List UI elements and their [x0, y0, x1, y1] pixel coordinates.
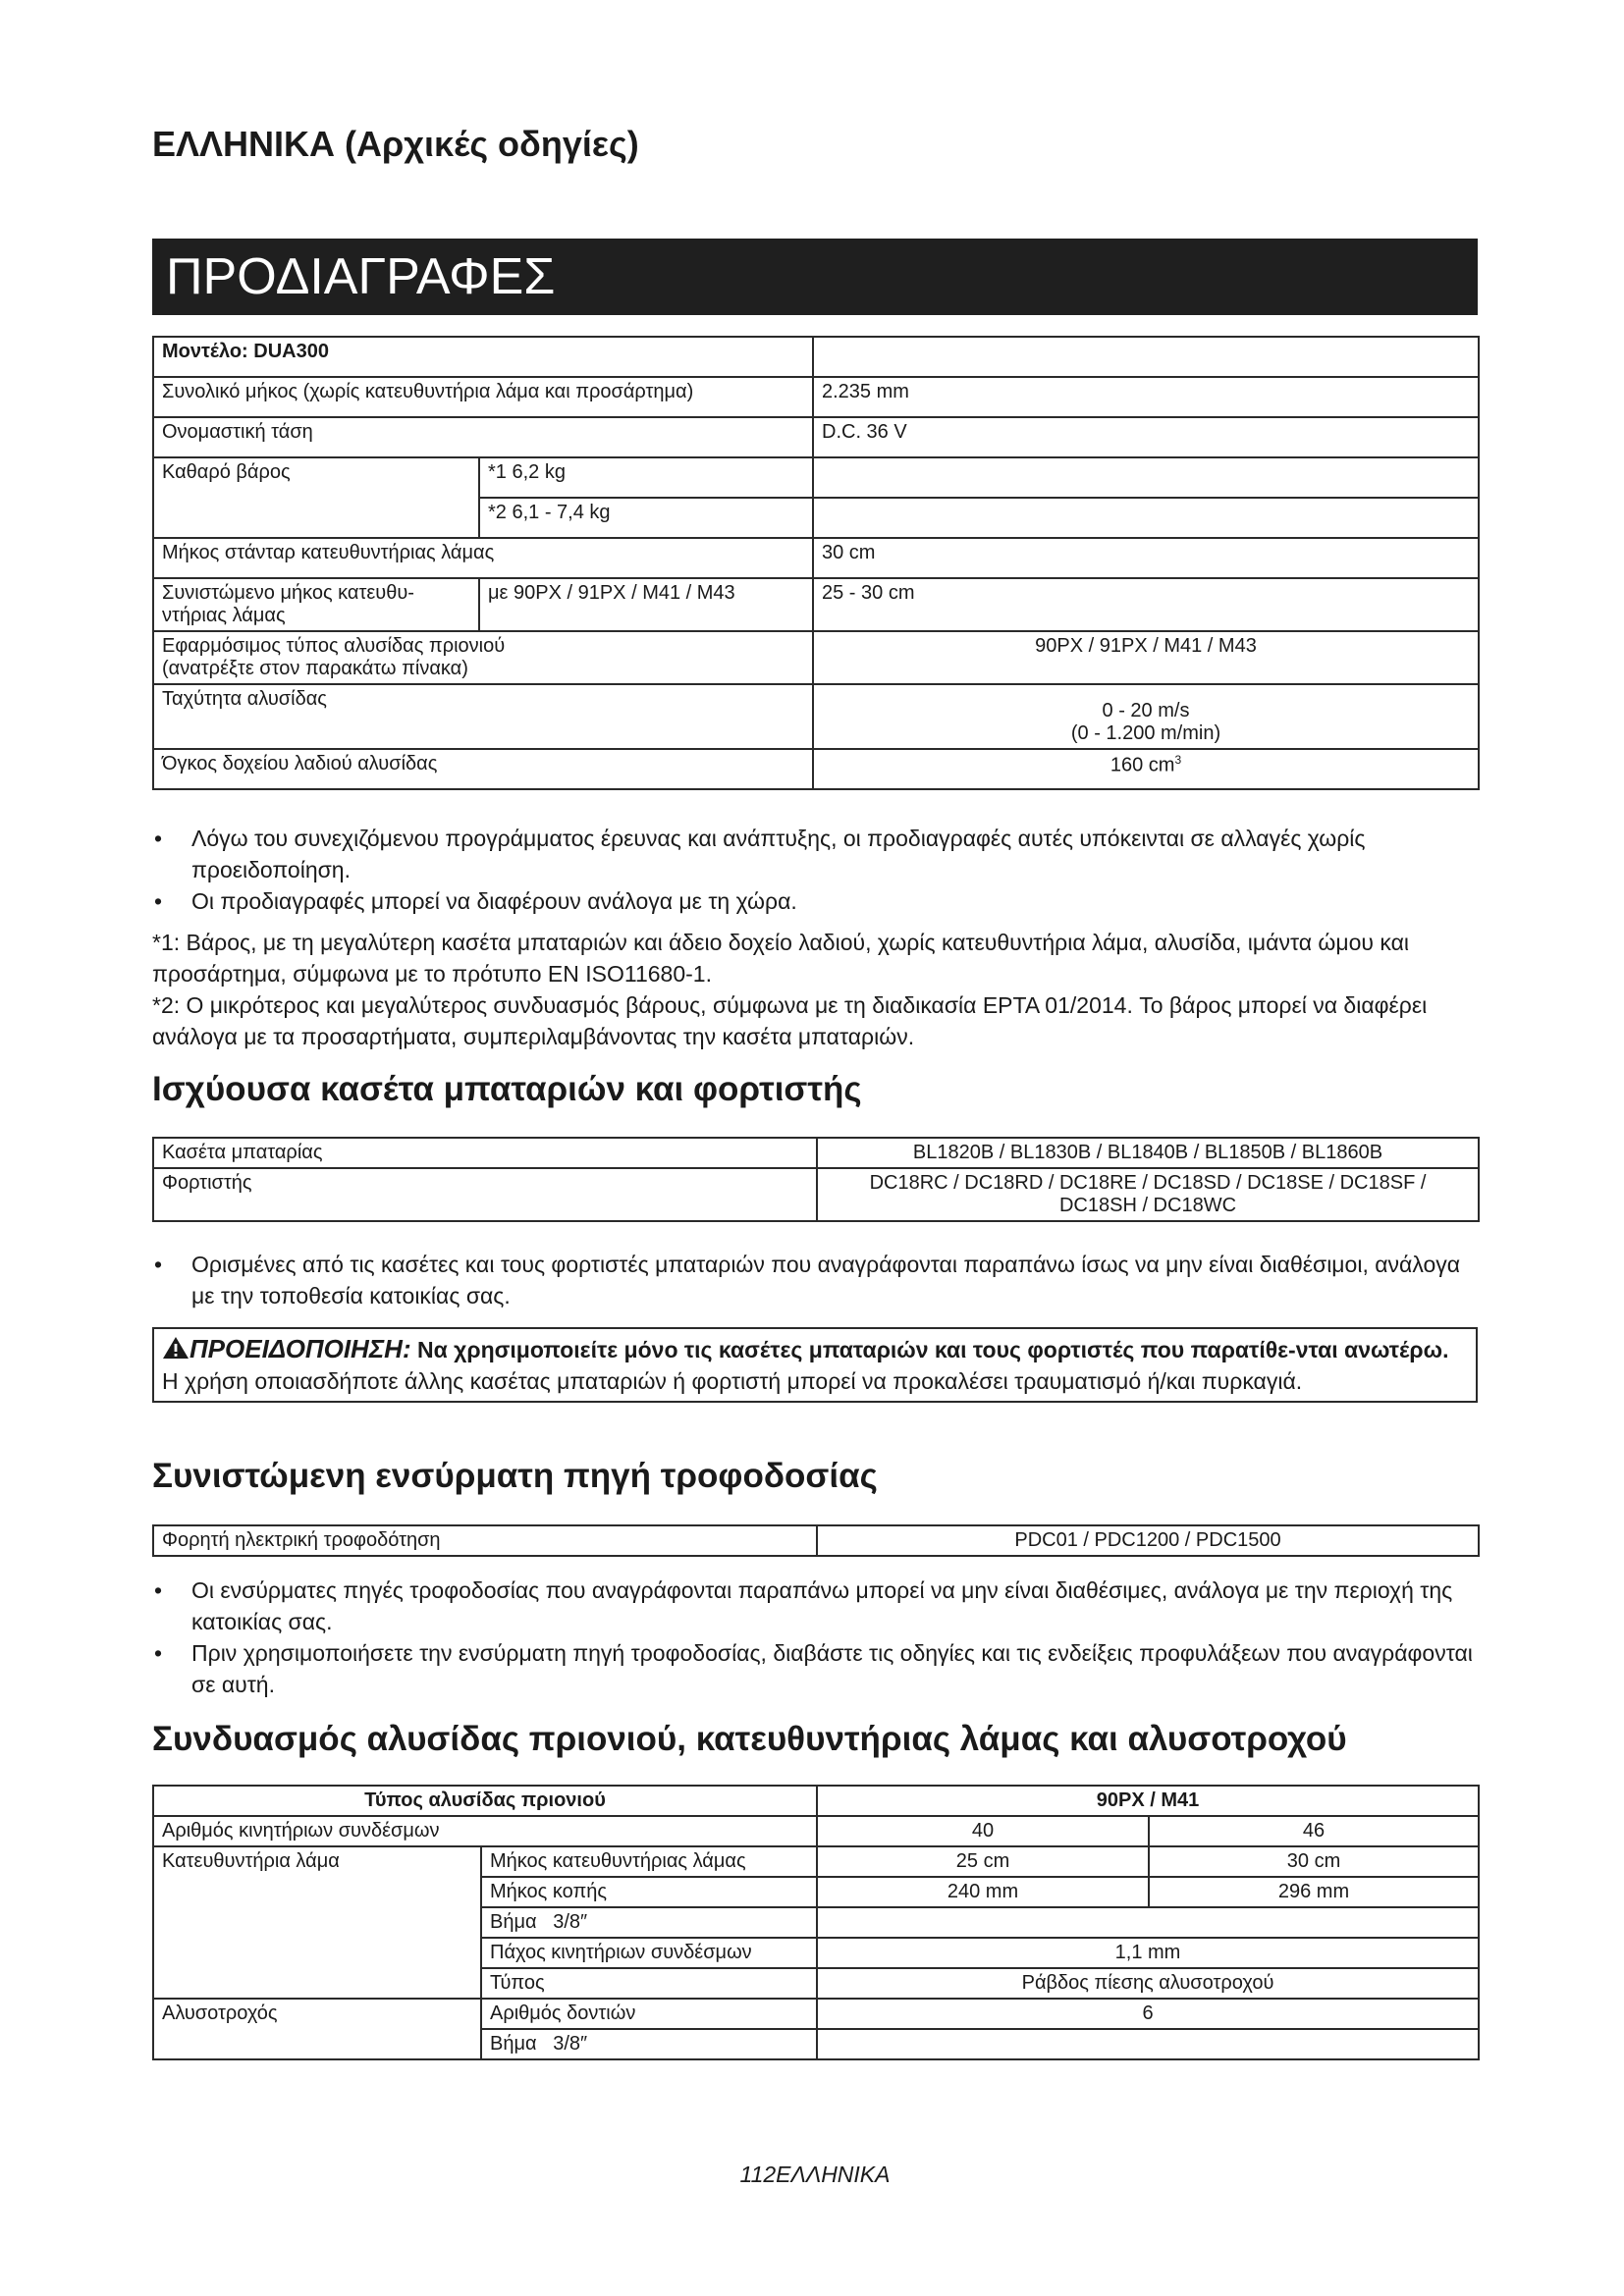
drive-links-row	[153, 1816, 1479, 1846]
oil-tank-value-number: 160 cm	[1110, 754, 1175, 776]
sprocket-teeth-label: Αριθμός δοντιών	[481, 1999, 817, 2029]
bar-type-value: Ράβδος πίεσης αλυσοτροχού	[817, 1968, 1479, 1999]
specifications-banner: ΠΡΟΔΙΑΓΡΑΦΕΣ	[152, 239, 1478, 315]
battery-label: Κασέτα μπαταρίας	[153, 1138, 817, 1168]
power-bullets	[152, 1575, 1478, 1700]
oil-tank-value	[813, 749, 1479, 789]
combo-section-title: Συνδυασμός αλυσίδας πριονιού, κατευθυντήριας λάμας και αλυσοτροχού	[152, 1720, 1347, 1758]
charger-value	[817, 1168, 1479, 1221]
bar-pitch-label-text: Βήμα	[490, 1911, 537, 1933]
page-number: 112	[739, 2162, 777, 2187]
chain-type-label-line2: (ανατρέξτε στον παρακάτω πίνακα)	[162, 658, 468, 679]
warning-box	[152, 1327, 1478, 1403]
chain-type-header: Τύπος αλυσίδας πριονιού	[153, 1786, 817, 1816]
battery-row	[153, 1138, 1479, 1168]
bar-pitch-label	[481, 1907, 817, 1938]
bar-pitch-value: 3/8″	[553, 1911, 588, 1933]
sprocket-pitch-label	[481, 2029, 817, 2059]
chain-type-header-value: 90PX / M41	[817, 1786, 1479, 1816]
sprocket-group-label: Αλυσοτροχός	[153, 1999, 481, 2059]
recommended-bar-label: Συνιστώμενο μήκος κατευθυ-ντήριας λάμας	[153, 578, 479, 631]
combo-table	[152, 1785, 1480, 2060]
chain-type-row	[153, 631, 1479, 684]
chain-speed-mpm: (0 - 1.200 m/min)	[1070, 722, 1221, 744]
battery-bullet: • Ορισμένες από τις κασέτες και τους φορτιστές μπαταριών που αναγράφονται παραπάνω ίσως να μην είναι διαθέσιμοι, ανάλογα με την τοποθεσία κατοικίας σας.	[152, 1249, 1478, 1311]
net-weight-label: Καθαρό βάρος	[153, 457, 479, 538]
oil-tank-label: Όγκος δοχείου λαδιού αλυσίδας	[153, 749, 813, 789]
warning-triangle-icon	[162, 1336, 189, 1360]
rated-voltage-value: D.C. 36 V	[813, 417, 1479, 457]
gauge-value: 1,1 mm	[817, 1938, 1479, 1968]
cut-length-v1: 240 mm	[817, 1877, 1149, 1907]
language-header: ΕΛΛΗΝΙΚΑ (Αρχικές οδηγίες)	[152, 124, 639, 164]
cut-length-label: Μήκος κοπής	[481, 1877, 817, 1907]
sprocket-pitch-label-text: Βήμα	[490, 2033, 537, 2055]
power-bullet-1: • Οι ενσύρματες πηγές τροφοδοσίας που αναγράφονται παραπάνω μπορεί να μην είναι διαθέσιμες, ανάλογα με την περιοχή της κατοικίας σας.	[152, 1575, 1478, 1637]
recommended-bar-value: 25 - 30 cm	[813, 578, 1479, 631]
power-table	[152, 1524, 1480, 1557]
chain-type-value: 90PX / 91PX / M41 / M43	[813, 631, 1479, 684]
model-cell: Μοντέλο: DUA300	[153, 337, 813, 377]
sprocket-teeth-value: 6	[817, 1999, 1479, 2029]
model-row	[153, 337, 1479, 377]
guide-bar-length-combo-v1: 25 cm	[817, 1846, 1149, 1877]
spec-bullet-1: • Λόγω του συνεχιζόμενου προγράμματος έρευνας και ανάπτυξης, οι προδιαγραφές αυτές υπόκεινται σε αλλαγές χωρίς προειδοποίηση.	[152, 823, 1478, 885]
power-label: Φορητή ηλεκτρική τροφοδότηση	[153, 1525, 817, 1556]
oil-tank-superscript: 3	[1174, 753, 1182, 767]
power-row	[153, 1525, 1479, 1556]
charger-value-line2: DC18SH / DC18WC	[1058, 1195, 1237, 1216]
oil-tank-row	[153, 749, 1479, 789]
battery-section-title: Ισχύουσα κασέτα μπαταριών και φορτιστής	[152, 1070, 862, 1108]
guide-bar-length-combo-row	[153, 1846, 1479, 1877]
charger-label: Φορτιστής	[153, 1168, 817, 1221]
combo-header-row	[153, 1786, 1479, 1816]
guide-bar-group-label: Κατευθυντήρια λάμα	[153, 1846, 481, 1999]
drive-links-value-1: 40	[817, 1816, 1149, 1846]
net-weight-value-1: *1 6,2 kg	[479, 457, 813, 498]
guide-bar-length-label: Μήκος στάνταρ κατευθυντήριας λάμας	[153, 538, 813, 578]
sprocket-pitch-value: 3/8″	[553, 2033, 588, 2055]
guide-bar-length-row	[153, 538, 1479, 578]
chain-type-label	[153, 631, 813, 684]
chain-speed-value	[813, 684, 1479, 749]
power-bullet-2: • Πριν χρησιμοποιήσετε την ενσύρματη πηγή τροφοδοσίας, διαβάστε τις οδηγίες και τις ενδείξεις προφυλάξεων που αναγράφονται σε αυτή.	[152, 1637, 1478, 1700]
drive-links-label: Αριθμός κινητήριων συνδέσμων	[153, 1816, 817, 1846]
warning-text: Η χρήση οποιασδήποτε άλλης κασέτας μπαταριών ή φορτιστή μπορεί να προκαλέσει τραυματισμό ή/και πυρκαγιά.	[162, 1368, 1303, 1394]
spec-notes	[152, 927, 1478, 1052]
bar-type-label: Τύπος	[481, 1968, 817, 1999]
chain-speed-mps: 0 - 20 m/s	[1102, 700, 1190, 721]
spec-bullets	[152, 823, 1478, 917]
spec-note-2: *2: Ο μικρότερος και μεγαλύτερος συνδυασμός βάρους, σύμφωνα με τη διαδικασία EPTA 01/2014. Το βάρος μπορεί να διαφέρει ανάλογα με τα προσαρτήματα, συμπεριλαμβάνοντας την κασέτα μπαταριών.	[152, 992, 1428, 1049]
spec-bullet-2: • Οι προδιαγραφές μπορεί να διαφέρουν ανάλογα με τη χώρα.	[152, 885, 1478, 917]
guide-bar-length-value: 30 cm	[813, 538, 1479, 578]
rated-voltage-row	[153, 417, 1479, 457]
guide-bar-length-combo-label: Μήκος κατευθυντήριας λάμας	[481, 1846, 817, 1877]
battery-bullets	[152, 1249, 1478, 1311]
warning-heading: ΠΡΟΕΙΔΟΠΟΙΗΣΗ:	[189, 1334, 411, 1363]
guide-bar-length-combo-v2: 30 cm	[1149, 1846, 1479, 1877]
cut-length-v2: 296 mm	[1149, 1877, 1479, 1907]
charger-row	[153, 1168, 1479, 1221]
gauge-label: Πάχος κινητήριων συνδέσμων	[481, 1938, 817, 1968]
recommended-bar-chains: με 90PX / 91PX / M41 / M43	[479, 578, 813, 631]
chain-speed-row	[153, 684, 1479, 749]
battery-value: BL1820B / BL1830B / BL1840B / BL1850B / BL1860B	[817, 1138, 1479, 1168]
rated-voltage-label: Ονομαστική τάση	[153, 417, 813, 457]
power-value: PDC01 / PDC1200 / PDC1500	[817, 1525, 1479, 1556]
chain-type-label-line1: Εφαρμόσιμος τύπος αλυσίδας πριονιού	[162, 635, 506, 657]
chain-speed-label	[153, 684, 813, 749]
recommended-bar-row	[153, 578, 1479, 631]
warning-strong-text: Να χρησιμοποιείτε μόνο τις κασέτες μπαταριών και τους φορτιστές που παρατίθε-νται ανωτέρω.	[417, 1337, 1449, 1362]
net-weight-row	[153, 457, 1479, 498]
overall-length-row	[153, 377, 1479, 417]
footer-language: ΕΛΛΗΝΙΚΑ	[776, 2162, 891, 2187]
overall-length-label: Συνολικό μήκος (χωρίς κατευθυντήρια λάμα και προσάρτημα)	[153, 377, 813, 417]
charger-value-line1: DC18RC / DC18RD / DC18RE / DC18SD / DC18SE / DC18SF /	[869, 1172, 1427, 1194]
net-weight-value-2: *2 6,1 - 7,4 kg	[479, 498, 813, 538]
sprocket-teeth-row	[153, 1999, 1479, 2029]
chain-speed-label-text: Ταχύτητα αλυσίδας	[162, 688, 327, 710]
power-section-title: Συνιστώμενη ενσύρματη πηγή τροφοδοσίας	[152, 1457, 878, 1495]
overall-length-value: 2.235 mm	[813, 377, 1479, 417]
page-footer	[152, 2162, 1478, 2188]
specifications-table	[152, 336, 1480, 790]
drive-links-value-2: 46	[1149, 1816, 1479, 1846]
spec-note-1: *1: Βάρος, με τη μεγαλύτερη κασέτα μπαταριών και άδειο δοχείο λαδιού, χωρίς κατευθυντήρια λάμα, αλυσίδα, ιμάντα ώμου και προσάρτημα, σύμφωνα με το πρότυπο EN ISO11680-1.	[152, 930, 1409, 987]
battery-table	[152, 1137, 1480, 1222]
